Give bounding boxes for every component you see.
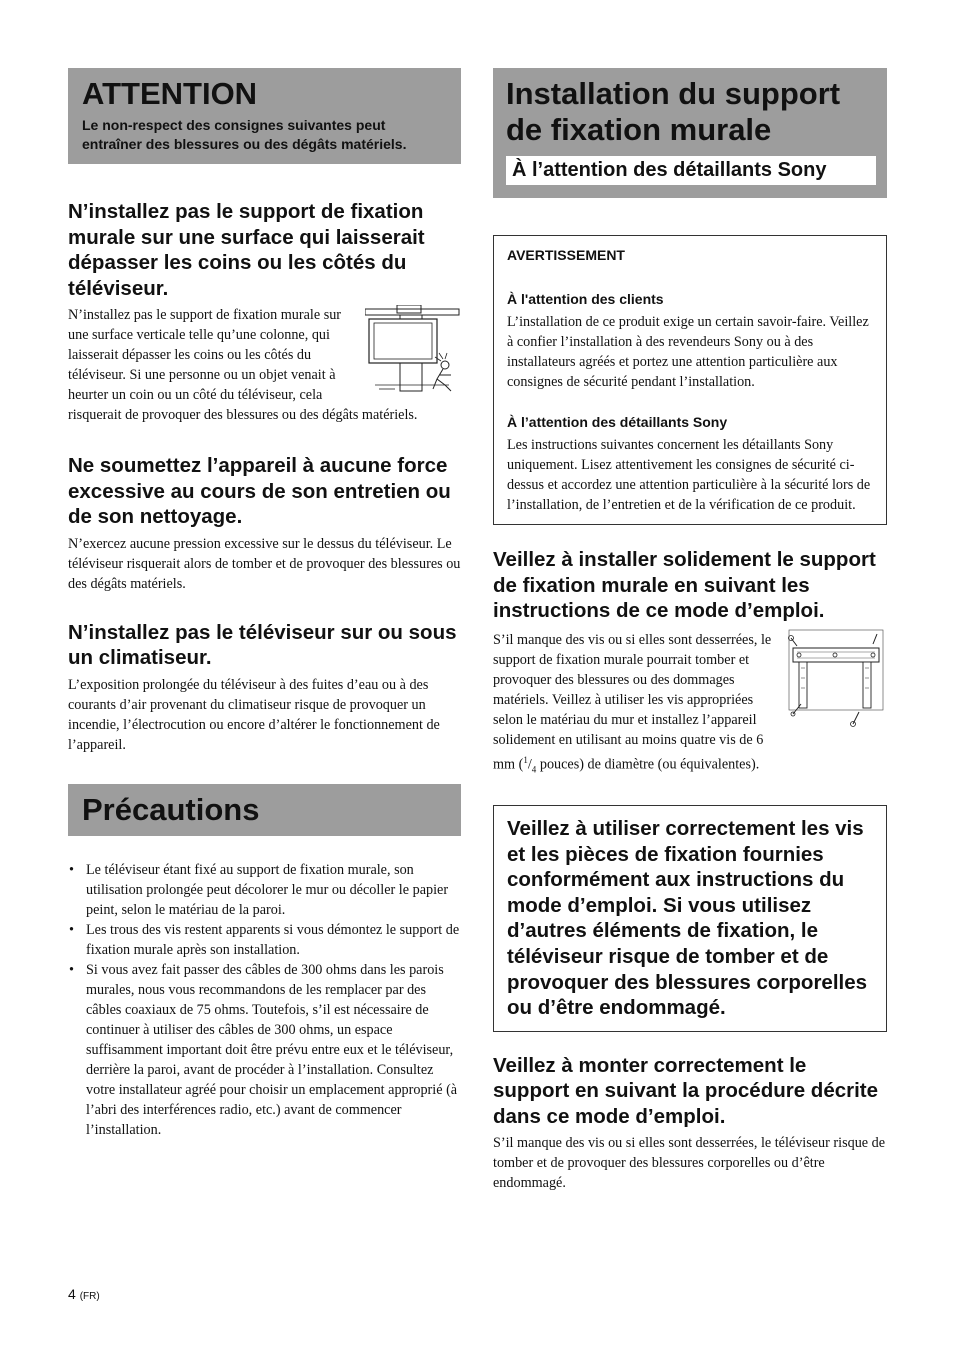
section-force <box>68 453 461 594</box>
installation-banner <box>493 68 887 198</box>
precautions-list <box>68 860 461 1140</box>
right-column <box>493 68 887 1193</box>
tv-on-column-illustration <box>365 305 461 393</box>
warning-dealers-heading: À l’attention des détaillants Sony <box>507 414 728 430</box>
warning-dealers-body: Les instructions suivantes concernent les détaillants Sony uniquement. Lisez attentivement les consignes de sécurité ci-dessus et accordez une attention particulière à la sécurité lors de l’installation, de l’entretien et de la vérification de ce produit. <box>507 437 871 513</box>
attention-title: ATTENTION <box>82 76 258 111</box>
section-mount-correct <box>493 1053 887 1194</box>
section-install-solid-body-a: S’il manque des vis ou si elles sont desserrées, le support de fixation murale pourrait tomber et provoquer des blessures ou des dommages matériels. Veillez à utiliser les vis appropriées selon le matériau du mur et installez l’appareil solidement en utilisant au moins quatre vis de 6 mm ( <box>493 631 772 773</box>
fraction-denominator: 4 <box>531 764 537 775</box>
list-item: • Si vous avez fait passer des câbles de 300 ohms dans les parois murales, nous vous recommandons de les remplacer par des câbles coaxiaux de 75 ohms. Toutefois, s’il est nécessaire de continuer à utiliser des câbles de 300 ohms, un espace suffisamment important doit être prévu entre eux et le téléviseur, derrière la paroi, avant de procéder à l’installation. Consultez votre installateur agréé pour choisir un emplacement approprié (à l’abri des interférences radio, etc.) avant de commencer l’installation. <box>68 960 461 1140</box>
page-number-value: 4 <box>68 1286 76 1302</box>
section-install-solid-body-b: pouces) de diamètre (ou équivalentes). <box>536 756 760 773</box>
attention-banner <box>68 68 461 164</box>
warning-clients-body: L’installation de ce produit exige un certain savoir-faire. Veillez à confier l’installation à des revendeurs Sony ou à des installateurs agréés et portez une attention particulière aux consignes de sécurité pendant l’installation. <box>507 314 869 390</box>
fraction-numerator: 1 <box>523 754 528 765</box>
warning-box <box>493 235 887 525</box>
section-surface-heading: N’installez pas le support de fixation murale sur une surface qui laisserait dépasser les coins ou les côtés du téléviseur. <box>68 200 425 300</box>
installation-subtitle: À l’attention des détaillants Sony <box>506 156 876 185</box>
section-aircon-heading: N’installez pas le téléviseur sur ou sous un climatiseur. <box>68 620 457 669</box>
page-language: (FR) <box>79 1291 100 1302</box>
section-force-body: N’exercez aucune pression excessive sur le dessus du téléviseur. Le téléviseur risquerait alors de tomber et de provoquer des blessures ou des dégâts matériels. <box>68 535 461 592</box>
warning-title: AVERTISSEMENT <box>507 247 625 263</box>
section-mount-correct-heading: Veillez à monter correctement le support en suivant la procédure décrite dans ce mode d’emploi. <box>493 1053 879 1128</box>
page-number <box>68 1286 100 1302</box>
warning-clients-heading: À l'attention des clients <box>507 291 664 307</box>
list-item: • Les trous des vis restent apparents si vous démontez le support de fixation murale après son installation. <box>68 920 461 960</box>
section-surface-body: N’installez pas le support de fixation murale sur une surface verticale telle qu’une colonne, qui laisserait dépasser les coins ou les côtés du téléviseur. Si une personne ou un objet venait à heurter un coin ou un côté du téléviseur, cela risquerait de provoquer des blessures ou des dégâts matériels. <box>68 307 418 423</box>
wall-bracket-illustration <box>787 628 885 732</box>
precautions-title: Précautions <box>82 791 260 827</box>
caution-box <box>493 805 887 1032</box>
section-mount-correct-body: S’il manque des vis ou si elles sont desserrées, le téléviseur risque de tomber et de provoquer des blessures corporelles ou d’être endommagé. <box>493 1135 886 1192</box>
section-install-solid <box>493 547 887 779</box>
attention-subtitle: Le non-respect des consignes suivantes peut entraîner des blessures ou des dégâts matériels. <box>82 117 407 152</box>
left-column <box>68 68 461 1140</box>
caution-text: Veillez à utiliser correctement les vis et les pièces de fixation fournies conformément aux instructions du mode d’emploi. Si vous utilisez d’autres éléments de fixation, le téléviseur risque de tomber et de provoquer des blessures corporelles ou d’être endommagé. <box>507 817 868 1020</box>
installation-title: Installation du support de fixation murale <box>506 76 841 147</box>
section-aircon <box>68 620 461 755</box>
section-install-solid-heading: Veillez à installer solidement le support de fixation murale en suivant les instructions de ce mode d’emploi. <box>493 548 876 622</box>
list-item: • Le téléviseur étant fixé au support de fixation murale, son utilisation prolongée peut décolorer le mur ou décoller le papier peint, selon le matériau de la paroi. <box>68 860 461 920</box>
section-force-heading: Ne soumettez l’appareil à aucune force excessive au cours de son entretien ou de son nettoyage. <box>68 454 451 528</box>
precautions-banner <box>68 784 461 836</box>
section-aircon-body: L’exposition prolongée du téléviseur à des fuites d’eau ou à des courants d’air provenant du climatiseur risque de provoquer un incendie, l’électrocution ou encore d’altérer le fonctionnement de l’appareil. <box>68 676 440 753</box>
section-install-solid-body: S’il manque des vis ou si elles sont desserrées, le support de fixation murale pourrait tomber et provoquer des blessures ou des dommages matériels. Veillez à utiliser les vis appropriées selon le matériau du mur et installez l’appareil solidement en utilisant au moins quatre vis de 6 mm ($^1/_4$ pouces) de diamètre (ou équivalentes). <box>493 631 772 775</box>
section-surface <box>68 199 461 425</box>
